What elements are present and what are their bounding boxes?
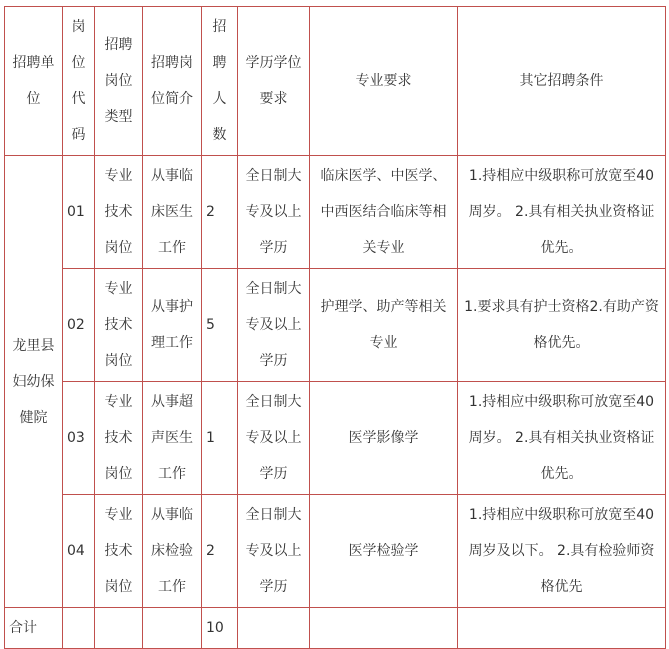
table-row (5, 382, 666, 495)
row-count: 2 (202, 495, 238, 608)
table-row (5, 156, 666, 269)
row-major: 医学检验学 (310, 495, 458, 608)
row-major: 临床医学、中医学、中西医结合临床等相关专业 (310, 156, 458, 269)
total-empty-cell (458, 608, 666, 649)
row-code: 02 (63, 269, 95, 382)
row-other: 1.持相应中级职称可放宽至40周岁。 2.具有相关执业资格证优先。 (458, 156, 666, 269)
recruitment-table (4, 6, 666, 649)
row-count: 1 (202, 382, 238, 495)
header-row (5, 7, 666, 156)
row-type: 专业技术岗位 (95, 156, 143, 269)
total-empty-cell (143, 608, 202, 649)
row-code: 03 (63, 382, 95, 495)
total-empty-cell (310, 608, 458, 649)
row-count: 5 (202, 269, 238, 382)
header-desc: 招聘岗位简介 (143, 7, 202, 156)
unit-name: 龙里县妇幼保健院 (5, 156, 63, 608)
row-desc: 从事护理工作 (143, 269, 202, 382)
total-count: 10 (202, 608, 238, 649)
row-other: 1.要求具有护士资格2.有助产资格优先。 (458, 269, 666, 382)
header-type: 招聘岗位类型 (95, 7, 143, 156)
row-type: 专业技术岗位 (95, 269, 143, 382)
row-edu: 全日制大专及以上学历 (238, 269, 310, 382)
total-row (5, 608, 666, 649)
row-major: 护理学、助产等相关专业 (310, 269, 458, 382)
total-empty-cell (63, 608, 95, 649)
row-desc: 从事临床医生工作 (143, 156, 202, 269)
row-edu: 全日制大专及以上学历 (238, 382, 310, 495)
header-count: 招聘人数 (202, 7, 238, 156)
header-other: 其它招聘条件 (458, 7, 666, 156)
row-other: 1.持相应中级职称可放宽至40周岁及以下。 2.具有检验师资格优先 (458, 495, 666, 608)
row-code: 01 (63, 156, 95, 269)
header-code: 岗位代码 (63, 7, 95, 156)
row-type: 专业技术岗位 (95, 382, 143, 495)
row-major: 医学影像学 (310, 382, 458, 495)
header-unit: 招聘单位 (5, 7, 63, 156)
total-label: 合计 (5, 608, 63, 649)
table-row (5, 495, 666, 608)
header-edu: 学历学位要求 (238, 7, 310, 156)
row-edu: 全日制大专及以上学历 (238, 156, 310, 269)
row-desc: 从事超声医生工作 (143, 382, 202, 495)
header-major: 专业要求 (310, 7, 458, 156)
total-empty-cell (238, 608, 310, 649)
row-other: 1.持相应中级职称可放宽至40周岁。 2.具有相关执业资格证优先。 (458, 382, 666, 495)
row-edu: 全日制大专及以上学历 (238, 495, 310, 608)
row-code: 04 (63, 495, 95, 608)
row-desc: 从事临床检验工作 (143, 495, 202, 608)
total-empty-cell (95, 608, 143, 649)
row-type: 专业技术岗位 (95, 495, 143, 608)
row-count: 2 (202, 156, 238, 269)
table-row (5, 269, 666, 382)
